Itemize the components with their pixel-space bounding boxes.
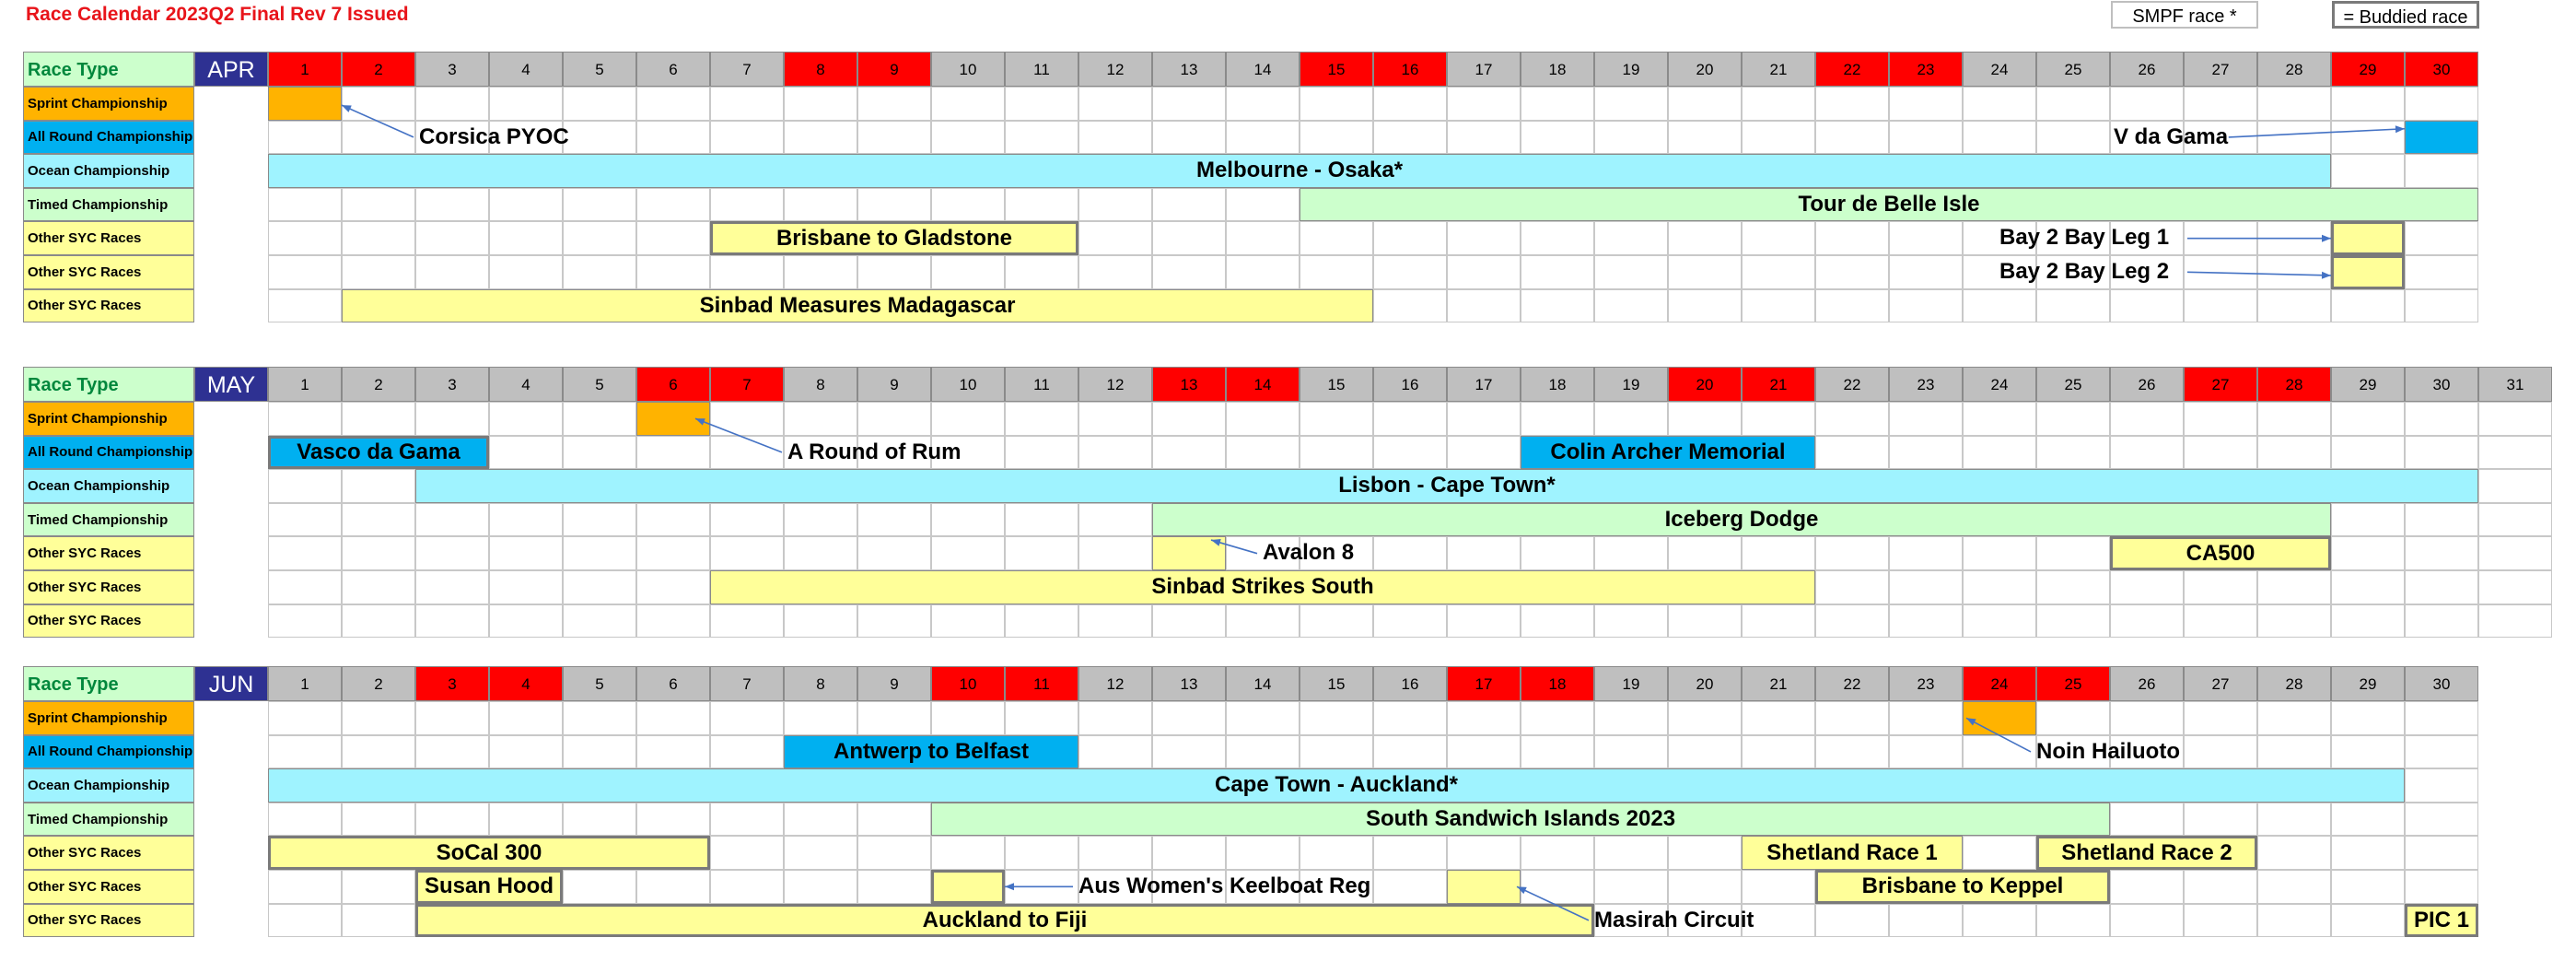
race-note: Avalon 8: [1263, 540, 1355, 566]
race-event[interactable]: Brisbane to Gladstone: [710, 221, 1078, 255]
day-header: 18: [1521, 367, 1594, 402]
day-header: 13: [1152, 52, 1226, 87]
day-header: 12: [1078, 666, 1152, 701]
row-label-timed: Timed Championship: [23, 803, 194, 837]
day-header: 2: [342, 666, 415, 701]
day-header: 7: [710, 666, 784, 701]
day-header: 3: [415, 367, 489, 402]
arrowhead: [1966, 718, 1976, 725]
race-note: Masirah Circuit: [1594, 907, 1754, 932]
day-header: 4: [489, 52, 563, 87]
day-header: 25: [2036, 52, 2110, 87]
row-label-timed: Timed Championship: [23, 503, 194, 537]
day-header: 5: [563, 367, 636, 402]
day-header: 15: [1300, 52, 1373, 87]
day-header: 29: [2331, 666, 2405, 701]
arrowhead: [2322, 235, 2331, 242]
day-header: 26: [2110, 52, 2184, 87]
day-header: 6: [636, 52, 710, 87]
day-header: 21: [1742, 666, 1815, 701]
month-header-jun: JUN: [194, 666, 268, 701]
day-header: 3: [415, 52, 489, 87]
day-header: 27: [2184, 367, 2257, 402]
race-event[interactable]: Sinbad Strikes South: [710, 570, 1815, 604]
day-header: 14: [1226, 367, 1300, 402]
day-header: 11: [1005, 367, 1078, 402]
day-header: 12: [1078, 52, 1152, 87]
race-event[interactable]: Antwerp to Belfast: [784, 735, 1078, 769]
race-event[interactable]: Sinbad Measures Madagascar: [342, 289, 1373, 323]
day-header: 13: [1152, 666, 1226, 701]
day-header: 10: [931, 367, 1005, 402]
race-event[interactable]: PIC 1: [2405, 904, 2478, 938]
day-header: 5: [563, 52, 636, 87]
row-label-ocean: Ocean Championship: [23, 154, 194, 188]
day-header: 2: [342, 52, 415, 87]
day-header: 25: [2036, 367, 2110, 402]
day-header: 9: [857, 367, 931, 402]
race-type-header: Race Type: [23, 367, 194, 402]
row-label-other: Other SYC Races: [23, 904, 194, 938]
day-header: 17: [1447, 52, 1521, 87]
row-label-other: Other SYC Races: [23, 836, 194, 870]
race-note: A Round of Rum: [787, 439, 962, 464]
row-label-other: Other SYC Races: [23, 870, 194, 904]
arrowhead: [1005, 883, 1014, 890]
day-header: 17: [1447, 367, 1521, 402]
row-label-sprint: Sprint Championship: [23, 87, 194, 121]
race-event[interactable]: Lisbon - Cape Town*: [415, 469, 2478, 503]
day-header: 10: [931, 666, 1005, 701]
day-header: 1: [268, 52, 342, 87]
race-event[interactable]: CA500: [2110, 536, 2331, 570]
day-header: 28: [2257, 367, 2331, 402]
race-event[interactable]: Shetland Race 2: [2036, 836, 2257, 870]
month-header-may: MAY: [194, 367, 268, 402]
race-event[interactable]: Brisbane to Keppel: [1815, 870, 2110, 904]
race-note: Bay 2 Bay Leg 2: [1999, 259, 2170, 284]
row-label-other: Other SYC Races: [23, 221, 194, 255]
arrowhead: [2322, 272, 2331, 279]
day-header: 15: [1300, 367, 1373, 402]
race-event[interactable]: Tour de Belle Isle: [1300, 188, 2478, 222]
day-header: 8: [784, 367, 857, 402]
row-label-ocean: Ocean Championship: [23, 469, 194, 503]
day-header: 15: [1300, 666, 1373, 701]
day-header: 10: [931, 52, 1005, 87]
note-arrow: [342, 105, 414, 137]
race-event[interactable]: Vasco da Gama: [268, 436, 489, 470]
day-header: 11: [1005, 666, 1078, 701]
day-header: 22: [1815, 367, 1889, 402]
row-label-other: Other SYC Races: [23, 536, 194, 570]
day-header: 22: [1815, 666, 1889, 701]
day-header: 30: [2405, 666, 2478, 701]
race-note: Bay 2 Bay Leg 1: [1999, 225, 2170, 251]
row-label-allround: All Round Championship: [23, 436, 194, 470]
day-header: 12: [1078, 367, 1152, 402]
day-header: 30: [2405, 52, 2478, 87]
day-header: 30: [2405, 367, 2478, 402]
row-label-ocean: Ocean Championship: [23, 768, 194, 803]
day-header: 16: [1373, 367, 1447, 402]
race-event[interactable]: South Sandwich Islands 2023: [931, 803, 2110, 837]
day-header: 7: [710, 52, 784, 87]
race-type-header: Race Type: [23, 666, 194, 701]
legend-smpf: SMPF race *: [2111, 1, 2258, 29]
race-event[interactable]: SoCal 300: [268, 836, 710, 870]
arrowhead: [1517, 886, 1527, 894]
day-header: 14: [1226, 666, 1300, 701]
arrowhead: [1211, 539, 1221, 546]
day-header: 24: [1963, 52, 2036, 87]
day-header: 11: [1005, 52, 1078, 87]
race-event[interactable]: Iceberg Dodge: [1152, 503, 2331, 537]
day-header: 21: [1742, 367, 1815, 402]
arrowhead: [695, 418, 705, 425]
day-header: 23: [1889, 52, 1963, 87]
day-header: 23: [1889, 367, 1963, 402]
day-header: 9: [857, 52, 931, 87]
day-header: 20: [1668, 666, 1742, 701]
day-header: 13: [1152, 367, 1226, 402]
race-event[interactable]: Susan Hood: [415, 870, 563, 904]
row-label-sprint: Sprint Championship: [23, 402, 194, 436]
day-header: 18: [1521, 52, 1594, 87]
calendar-title: Race Calendar 2023Q2 Final Rev 7 Issued: [26, 4, 409, 25]
day-header: 3: [415, 666, 489, 701]
day-header: 20: [1668, 52, 1742, 87]
day-header: 21: [1742, 52, 1815, 87]
day-header: 19: [1594, 666, 1668, 701]
row-label-other: Other SYC Races: [23, 604, 194, 639]
day-header: 18: [1521, 666, 1594, 701]
race-event[interactable]: Shetland Race 1: [1742, 836, 1963, 870]
day-header: 1: [268, 666, 342, 701]
row-label-allround: All Round Championship: [23, 121, 194, 155]
day-header: 28: [2257, 666, 2331, 701]
note-arrow: [1966, 718, 2031, 752]
arrowhead: [342, 105, 352, 112]
day-header: 22: [1815, 52, 1889, 87]
legend-buddied: = Buddied race: [2332, 1, 2479, 29]
race-note: V da Gama: [2114, 123, 2229, 149]
day-header: 7: [710, 367, 784, 402]
race-event[interactable]: Auckland to Fiji: [415, 904, 1594, 938]
day-header: 29: [2331, 52, 2405, 87]
day-header: 8: [784, 52, 857, 87]
arrowhead: [2395, 125, 2405, 133]
row-label-timed: Timed Championship: [23, 188, 194, 222]
day-header: 6: [636, 367, 710, 402]
day-header: 25: [2036, 666, 2110, 701]
day-header: 24: [1963, 666, 2036, 701]
race-event[interactable]: Melbourne - Osaka*: [268, 154, 2331, 188]
row-label-other: Other SYC Races: [23, 255, 194, 289]
day-header: 1: [268, 367, 342, 402]
day-header: 20: [1668, 367, 1742, 402]
day-header: 16: [1373, 52, 1447, 87]
day-header: 28: [2257, 52, 2331, 87]
day-header: 4: [489, 666, 563, 701]
note-arrow: [1517, 886, 1589, 920]
day-header: 17: [1447, 666, 1521, 701]
day-header: 24: [1963, 367, 2036, 402]
race-note: Aus Women's Keelboat Reg: [1078, 873, 1371, 898]
day-header: 8: [784, 666, 857, 701]
race-event[interactable]: Colin Archer Memorial: [1521, 436, 1815, 470]
day-header: 27: [2184, 666, 2257, 701]
row-label-allround: All Round Championship: [23, 735, 194, 769]
row-label-other: Other SYC Races: [23, 570, 194, 604]
note-arrow: [2187, 272, 2331, 275]
day-header: 2: [342, 367, 415, 402]
day-header: 31: [2478, 367, 2552, 402]
race-note: Corsica PYOC: [419, 123, 569, 149]
month-header-apr: APR: [194, 52, 268, 87]
day-header: 26: [2110, 367, 2184, 402]
day-header: 9: [857, 666, 931, 701]
day-header: 14: [1226, 52, 1300, 87]
day-header: 5: [563, 666, 636, 701]
row-label-other: Other SYC Races: [23, 289, 194, 323]
row-label-sprint: Sprint Championship: [23, 701, 194, 735]
race-type-header: Race Type: [23, 52, 194, 87]
day-header: 6: [636, 666, 710, 701]
day-header: 19: [1594, 367, 1668, 402]
note-arrow: [695, 418, 782, 452]
race-note: Noin Hailuoto: [2036, 738, 2180, 764]
race-event[interactable]: Cape Town - Auckland*: [268, 768, 2405, 803]
day-header: 4: [489, 367, 563, 402]
note-arrow: [2229, 129, 2405, 137]
day-header: 29: [2331, 367, 2405, 402]
day-header: 19: [1594, 52, 1668, 87]
day-header: 26: [2110, 666, 2184, 701]
day-header: 16: [1373, 666, 1447, 701]
day-header: 27: [2184, 52, 2257, 87]
day-header: 23: [1889, 666, 1963, 701]
